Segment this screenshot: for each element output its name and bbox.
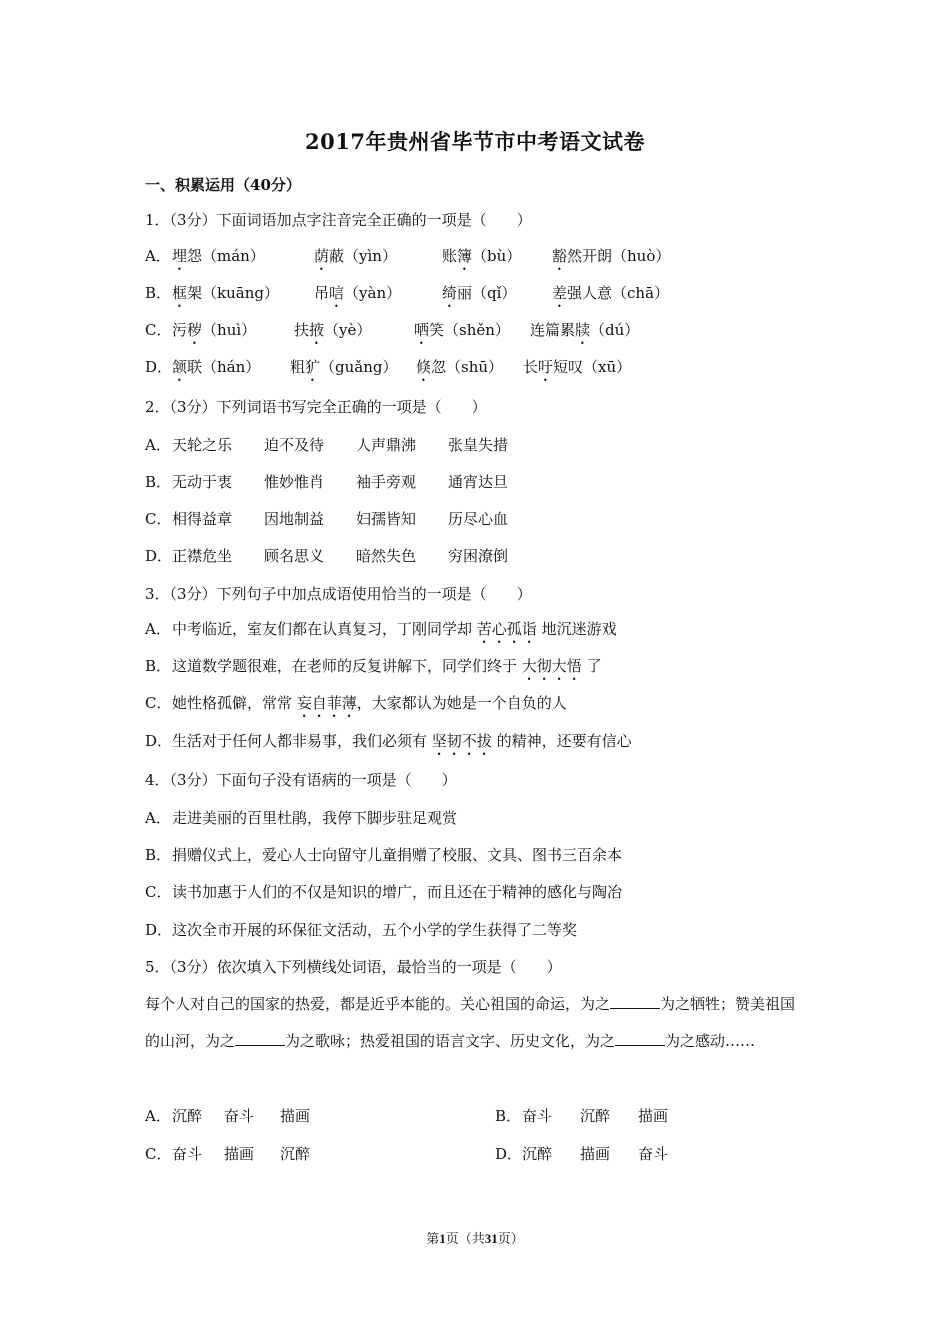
question-4-option-c[interactable]: C．读书加惠于人们的不仅是知识的增广，而且还在于精神的感化与陶冶 [145,883,623,901]
dotted-idiom: 大彻大悟 [521,657,582,675]
question-3-stem: 3．（3分）下列句子中加点成语使用恰当的一项是（ ） [145,585,532,603]
question-5-stem: 5．（3分）依次填入下列横线处词语，最恰当的一项是（ ） [145,958,562,976]
question-2-option-a[interactable]: A．天轮之乐 迫不及待 人声鼎沸 张皇失措 [145,436,509,454]
question-2-option-b[interactable]: B．无动于衷 惟妙惟肖 袖手旁观 通宵达旦 [145,473,509,491]
question-3-option-b[interactable]: B．这道数学题很难，在老师的反复讲解下，同学们终于 大彻大悟 了 [145,657,602,675]
question-3-option-c[interactable]: C．她性格孤僻，常常 妄自菲薄，大家都认为她是一个自负的人 [145,694,567,712]
question-1-option-b[interactable]: B．框架（kuāng） 吊唁（yàn） 绮丽（qǐ） 差强人意（chā） [145,284,670,302]
fill-blank-3[interactable] [615,1031,665,1046]
question-5-option-b[interactable]: B．奋斗 沉醉 描画 [495,1107,669,1125]
question-4-option-a[interactable]: A．走进美丽的百里杜鹃，我停下脚步驻足观赏 [145,809,458,827]
question-1-option-d[interactable]: D．颔联（hán） 粗犷（guǎng） 倏忽（shū） 长吁短叹（xū） [145,358,632,376]
question-2-stem: 2．（3分）下列词语书写完全正确的一项是（ ） [145,398,487,416]
page-title: 2017年贵州省毕节市中考语文试卷 [305,129,645,154]
page-total: 31 [484,1231,498,1246]
question-1-option-c[interactable]: C．污秽（huì） 扶掖（yè） 哂笑（shěn） 连篇累牍（dú） [145,321,640,339]
question-4-option-b[interactable]: B．捐赠仪式上，爱心人士向留守儿童捐赠了校服、文具、图书三百余本 [145,846,623,864]
question-5-option-a[interactable]: A．沉醉 奋斗 描画 [145,1107,311,1125]
question-4-stem: 4．（3分）下面句子没有语病的一项是（ ） [145,771,457,789]
fill-blank-2[interactable] [235,1031,285,1046]
section-heading: 一、积累运用（40分） [145,176,301,194]
question-2-option-d[interactable]: D．正襟危坐 顾名思义 暗然失色 穷困潦倒 [145,547,509,565]
fill-blank-1[interactable] [610,994,660,1009]
question-5-option-c[interactable]: C．奋斗 描画 沉醉 [145,1145,311,1163]
page-footer: 第1页（共31页） [426,1231,524,1247]
question-3-option-d[interactable]: D．生活对于任何人都非易事，我们必须有 坚韧不拔 的精神，还要有信心 [145,732,632,750]
question-3-option-a[interactable]: A．中考临近，室友们都在认真复习，丁刚同学却 苦心孤诣 地沉迷游戏 [145,620,617,638]
page-number: 1 [439,1231,446,1246]
dotted-idiom: 妄自菲薄 [296,694,357,712]
question-5-option-d[interactable]: D．沉醉 描画 奋斗 [495,1145,669,1163]
question-4-option-d[interactable]: D．这次全市开展的环保征文活动，五个小学的学生获得了二等奖 [145,921,578,939]
dotted-idiom: 苦心孤诣 [476,620,537,638]
question-2-option-c[interactable]: C．相得益章 因地制益 妇孺皆知 历尽心血 [145,510,509,528]
dotted-idiom: 坚韧不拔 [431,732,492,750]
question-1-stem: 1．（3分）下面词语加点字注音完全正确的一项是（ ） [145,211,532,229]
question-5-passage: 每个人对自己的国家的热爱，都是近乎本能的。关心祖国的命运，为之 为之牺牲；赞美祖国的山河，为之 为之歌咏；热爱祖国的语言文字、历史文化，为之 为之感动…… [145,995,796,1050]
question-1-option-a[interactable]: A．埋怨（mán） 荫蔽（yìn） 账簿（bù） 豁然开朗（huò） [145,247,671,265]
